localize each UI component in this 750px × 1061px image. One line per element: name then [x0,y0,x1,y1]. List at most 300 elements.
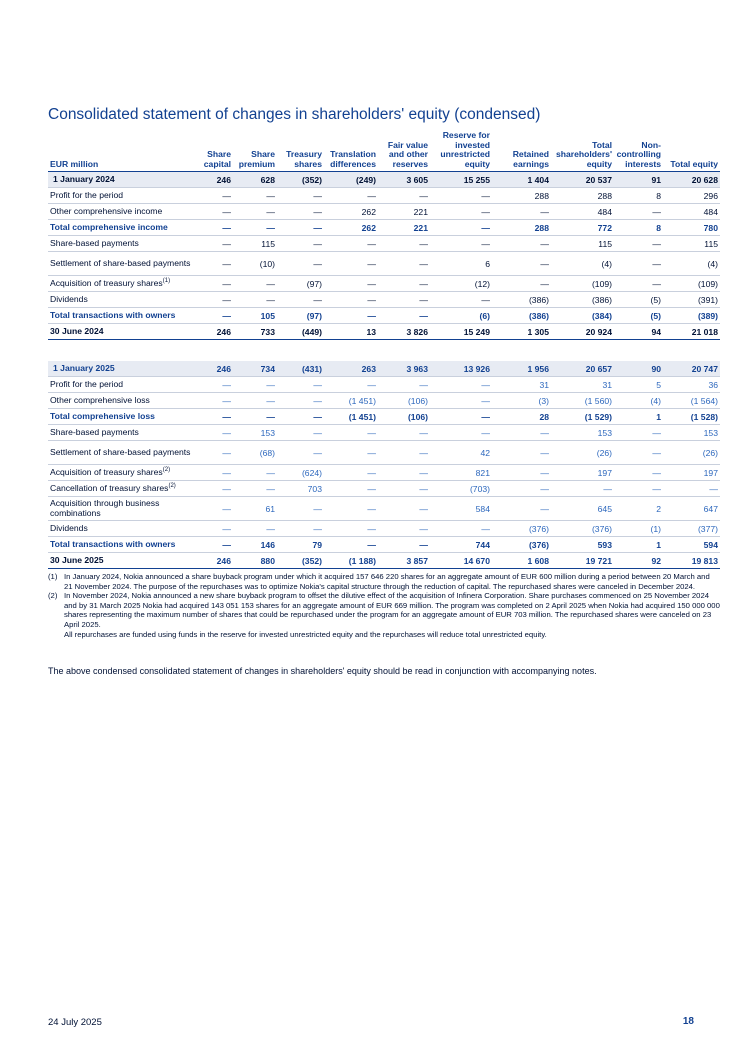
table-cell: 484 [663,204,720,220]
table-cell: — [492,465,551,481]
table-cell: — [378,465,430,481]
table-cell: — [324,188,378,204]
table-cell: — [324,377,378,393]
table-cell: — [492,204,551,220]
table-row [48,377,720,393]
table-cell: — [430,409,492,425]
table-row [48,481,720,497]
row-label [48,441,198,465]
table-cell: (97) [277,276,324,292]
table-cell: 14 670 [430,553,492,569]
table-cell: — [233,409,277,425]
table-cell: (431) [277,361,324,377]
table-cell: — [198,465,233,481]
table-cell: 90 [614,361,663,377]
table-cell: (10) [233,252,277,276]
table-cell: 821 [430,465,492,481]
table-cell: — [277,204,324,220]
table-cell: — [324,537,378,553]
footnote-body [64,591,720,639]
table-cell: — [430,377,492,393]
footnote-text: In January 2024, Nokia announced a share buyback program under which it acquired 157 646 220 shares for an aggregate amount of EUR 600 million during a period between 20 March and 21 November 2024. The purpose of the repurchases was to optimize Nokia's capital structure through the reduction of capital. The repurchased shares were canceled in December 2024. [64,572,710,591]
table-cell: — [378,521,430,537]
table-cell: — [378,497,430,521]
table-cell: — [277,252,324,276]
row-label-text: Profit for the period [50,190,124,201]
table-cell: — [378,481,430,497]
table-cell: 15 255 [430,172,492,188]
table-cell: 3 605 [378,172,430,188]
table-cell: 115 [233,236,277,252]
row-label-text: 30 June 2024 [50,326,104,337]
table-cell: 92 [614,553,663,569]
table-cell: (5) [614,292,663,308]
row-label [48,172,198,188]
row-label-text: Total transactions with owners [50,310,176,321]
table-cell: 880 [233,553,277,569]
table-cell: (1) [614,521,663,537]
table-cell: — [430,188,492,204]
table-cell: — [614,276,663,292]
table-cell: 628 [233,172,277,188]
table-cell: 772 [551,220,614,236]
table-cell: 13 926 [430,361,492,377]
table-cell: (4) [663,252,720,276]
table-cell: — [663,481,720,497]
column-header: Share capital [198,131,233,172]
table-cell: (386) [492,308,551,324]
table-row [48,276,720,292]
table-cell: (106) [378,393,430,409]
table-cell: — [324,497,378,521]
table-cell: — [198,441,233,465]
row-label-text: Cancellation of treasury shares [50,482,169,493]
table-cell: — [324,425,378,441]
row-label-text: Other comprehensive loss [50,394,150,405]
table-cell: — [233,521,277,537]
table-cell: (109) [663,276,720,292]
table-body [48,172,720,340]
row-label [48,204,198,220]
table-row [48,393,720,409]
column-header: Translation differences [324,131,378,172]
table-cell: 296 [663,188,720,204]
table-cell: — [324,236,378,252]
table-cell: — [430,204,492,220]
table-cell: 21 018 [663,324,720,340]
column-header: EUR million [48,131,198,172]
table-cell: — [430,425,492,441]
table-cell: 3 857 [378,553,430,569]
footnote-reference: (1) [162,278,171,285]
column-header: Total shareholders' equity [551,131,614,172]
row-label [48,276,198,292]
table-cell: — [492,236,551,252]
table-cell: — [614,204,663,220]
table-cell: (1 451) [324,409,378,425]
table-header-row [48,131,720,172]
table-cell: — [233,377,277,393]
table-cell: (624) [277,465,324,481]
column-header: Retained earnings [492,131,551,172]
table-cell: 1 608 [492,553,551,569]
table-cell: 288 [492,188,551,204]
table-cell: 594 [663,537,720,553]
table-cell: 19 721 [551,553,614,569]
table-cell: 3 826 [378,324,430,340]
table-cell: (377) [663,521,720,537]
table-cell: — [277,393,324,409]
table-cell: (1 528) [663,409,720,425]
column-header: Non-controlling interests [614,131,663,172]
table-cell: — [430,220,492,236]
table-cell: 5 [614,377,663,393]
table-cell: — [378,537,430,553]
page-title: Consolidated statement of changes in shareholders' equity (condensed) [48,106,541,123]
table-cell: (449) [277,324,324,340]
table-cell: — [198,377,233,393]
table-cell: (97) [277,308,324,324]
table-cell: — [430,393,492,409]
table-cell: (389) [663,308,720,324]
table-row [48,361,720,377]
table-cell: — [378,188,430,204]
table-row [48,172,720,188]
row-label-text: 30 June 2025 [50,554,104,565]
table-cell: 733 [233,324,277,340]
table-cell: (1 188) [324,553,378,569]
table-cell: (386) [551,292,614,308]
page-number: 18 [682,1016,694,1027]
row-label [48,409,198,425]
row-label [48,465,198,481]
row-label [48,252,198,276]
table-cell: 6 [430,252,492,276]
table-cell: (352) [277,172,324,188]
footnote [48,591,720,639]
table-cell: (386) [492,292,551,308]
row-label [48,292,198,308]
table-cell: 79 [277,537,324,553]
table-cell: 2 [614,497,663,521]
row-label [48,188,198,204]
table-cell: — [492,276,551,292]
table-cell: — [324,252,378,276]
table-cell: — [614,252,663,276]
footer-date: 24 July 2025 [48,1017,102,1028]
row-label [48,361,198,377]
table-cell: — [551,481,614,497]
table-cell: 246 [198,553,233,569]
column-header: Total equity [663,131,720,172]
table-cell: 1 [614,409,663,425]
row-label [48,377,198,393]
table-cell: — [492,252,551,276]
row-label-text: Dividends [50,294,88,305]
table-cell: 115 [551,236,614,252]
table-cell: 262 [324,220,378,236]
table-cell: 1 [614,537,663,553]
row-label-text: Total comprehensive income [50,222,168,233]
column-header: Share premium [233,131,277,172]
table-row [48,497,720,521]
equity-table-2025 [48,361,720,569]
table-cell: (109) [551,276,614,292]
table-cell: — [198,236,233,252]
row-label-text: Settlement of share-based payments [50,446,191,457]
table-row [48,220,720,236]
table-cell: 780 [663,220,720,236]
table-cell: — [277,425,324,441]
table-cell: — [492,481,551,497]
table-cell: (4) [614,393,663,409]
table-cell: — [198,252,233,276]
table-cell: 153 [663,425,720,441]
row-label [48,393,198,409]
table-cell: (1 564) [663,393,720,409]
table-cell: (26) [663,441,720,465]
table-row [48,236,720,252]
table-row [48,553,720,569]
table-cell: 197 [663,465,720,481]
table-cell: — [198,188,233,204]
table-cell: 246 [198,361,233,377]
table-cell: 115 [663,236,720,252]
table-cell: (376) [551,521,614,537]
table-cell: 36 [663,377,720,393]
table-cell: — [324,276,378,292]
table-cell: — [277,292,324,308]
table-cell: — [614,441,663,465]
table-cell: — [378,441,430,465]
table-cell: (703) [430,481,492,497]
table-cell: — [233,220,277,236]
table-cell: — [277,236,324,252]
table-cell: 262 [324,204,378,220]
footnote-number: (2) [48,591,58,601]
table-row [48,465,720,481]
table-cell: 31 [551,377,614,393]
table-cell: 288 [551,188,614,204]
row-label-text: Profit for the period [50,378,124,389]
row-label-text: Total comprehensive loss [50,410,155,421]
table-cell: — [198,308,233,324]
table-cell: — [277,377,324,393]
footnote-reference: (2) [168,482,176,489]
table-cell: — [430,521,492,537]
row-label [48,236,198,252]
table-cell: — [324,441,378,465]
table-cell: (68) [233,441,277,465]
table-cell: 647 [663,497,720,521]
table-cell: 734 [233,361,277,377]
table-cell: — [198,220,233,236]
footnote-reference: (2) [162,466,171,473]
table-cell: — [233,292,277,308]
footnote-number: (1) [48,572,58,581]
table-cell: 20 924 [551,324,614,340]
table-cell: — [492,441,551,465]
row-label-text: 1 January 2025 [53,362,115,373]
table-cell: — [198,481,233,497]
table-cell: — [198,276,233,292]
table-cell: 20 628 [663,172,720,188]
table-row [48,425,720,441]
footnotes [48,572,720,639]
table-cell: — [198,537,233,553]
table-cell: — [492,497,551,521]
row-label [48,425,198,441]
row-label-text: Other comprehensive income [50,206,163,217]
table-body [48,361,720,569]
row-label-text: Total transactions with owners [50,538,176,549]
table-cell: — [277,441,324,465]
table-cell: — [198,409,233,425]
table-cell: 91 [614,172,663,188]
table-cell: — [277,188,324,204]
table-cell: — [614,425,663,441]
table-cell: 153 [551,425,614,441]
table-cell: 744 [430,537,492,553]
table-cell: — [614,236,663,252]
table-cell: — [198,521,233,537]
table-cell: 13 [324,324,378,340]
table-cell: 42 [430,441,492,465]
table-cell: (249) [324,172,378,188]
row-label [48,497,198,521]
table-cell: — [324,308,378,324]
table-cell: (106) [378,409,430,425]
table-cell: 197 [551,465,614,481]
table-cell: 246 [198,172,233,188]
row-label [48,521,198,537]
table-row [48,188,720,204]
row-label-text: Acquisition through business combinations [50,498,160,518]
table-cell: 584 [430,497,492,521]
footnote-extra-text: All repurchases are funded using funds in the reserve for invested unrestricted equity and the repurchases will reduce total unrestricted equity. [64,629,547,639]
table-cell: 1 404 [492,172,551,188]
table-cell: — [198,425,233,441]
table-cell: — [378,377,430,393]
footnote-text: In November 2024, Nokia announced a new share buyback program to offset the dilutive effect of the acquisition of Infinera Corporation. Share purchases commenced on 25 November 2024 and by 31 March 2025 Nokia had acquired 143 051 153 shares for an aggregate amount of EUR 669 million. The program was completed on 2 April 2025 when Nokia had acquired 150 000 000 shares representing the maximum number of shares that could be repurchased under the program for an aggregate amount of EUR 703 million. The repurchased shares were canceled on 23 April 2025. [64,591,720,629]
table-cell: — [378,292,430,308]
table-cell: 28 [492,409,551,425]
table-row [48,252,720,276]
table-cell: 146 [233,537,277,553]
table-cell: — [198,292,233,308]
table-cell: 15 249 [430,324,492,340]
table-cell: — [324,521,378,537]
table-cell: — [277,409,324,425]
table-cell: 3 963 [378,361,430,377]
table-cell: 288 [492,220,551,236]
table-cell: 94 [614,324,663,340]
table-cell: (1 529) [551,409,614,425]
table-cell: 20 657 [551,361,614,377]
table-cell: — [233,465,277,481]
table-cell: — [614,481,663,497]
table-cell: — [430,292,492,308]
table-cell: 1 956 [492,361,551,377]
table-cell: (26) [551,441,614,465]
table-cell: (4) [551,252,614,276]
row-label [48,308,198,324]
footnote [48,572,720,591]
table-cell: — [378,276,430,292]
table-cell: — [378,308,430,324]
table-cell: (376) [492,521,551,537]
table-cell: 221 [378,204,430,220]
table-cell: (376) [492,537,551,553]
table-cell: — [324,465,378,481]
table-cell: — [233,276,277,292]
table-cell: 703 [277,481,324,497]
table-cell: 19 813 [663,553,720,569]
table-cell: — [324,292,378,308]
table-cell: — [277,521,324,537]
column-header: Fair value and other reserves [378,131,430,172]
row-label-text: Acquisition of treasury shares [50,466,163,477]
closing-statement: The above condensed consolidated statement of changes in shareholders' equity should be read in conjunction with accompanying notes. [48,666,597,676]
table-cell: 20 747 [663,361,720,377]
table-cell: — [233,204,277,220]
table-cell: (5) [614,308,663,324]
row-label-text: Dividends [50,522,88,533]
table-cell: — [614,465,663,481]
table-cell: — [233,188,277,204]
table-cell: — [198,393,233,409]
table-cell: 20 537 [551,172,614,188]
table-cell: (6) [430,308,492,324]
table-cell: 8 [614,220,663,236]
table-cell: 484 [551,204,614,220]
table-cell: 61 [233,497,277,521]
row-label [48,481,198,497]
table-cell: — [277,497,324,521]
table-cell: (1 560) [551,393,614,409]
table-cell: — [198,497,233,521]
row-label-text: Share-based payments [50,238,139,249]
table-cell: (3) [492,393,551,409]
table-row [48,324,720,340]
table-cell: — [233,481,277,497]
table-cell: (12) [430,276,492,292]
table-cell: 221 [378,220,430,236]
table-cell: — [378,252,430,276]
table-row [48,537,720,553]
table-cell: (384) [551,308,614,324]
table-cell: — [277,220,324,236]
row-label [48,220,198,236]
table-cell: — [378,425,430,441]
table-cell: 263 [324,361,378,377]
row-label-text: Share-based payments [50,426,139,437]
table-cell: 593 [551,537,614,553]
table-row [48,292,720,308]
table-row [48,521,720,537]
table-cell: — [233,393,277,409]
table-row [48,441,720,465]
table-cell: — [430,236,492,252]
row-label [48,553,198,569]
row-label [48,324,198,340]
table-cell: 645 [551,497,614,521]
table-row [48,409,720,425]
table-cell: — [324,481,378,497]
table-cell: (391) [663,292,720,308]
table-cell: 246 [198,324,233,340]
table-cell: 105 [233,308,277,324]
